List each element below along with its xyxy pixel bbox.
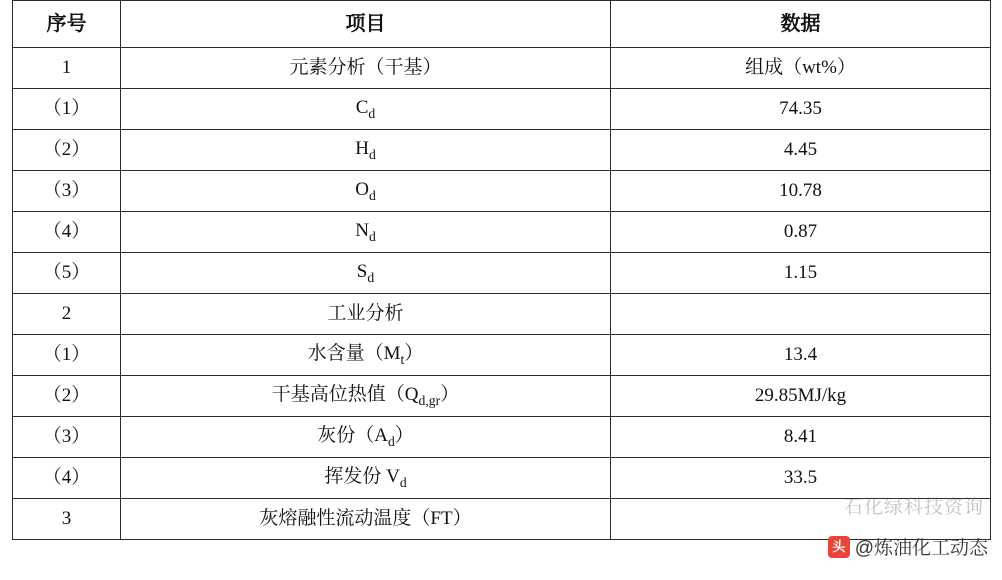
row-no: （4） <box>13 212 121 253</box>
row-item-prefix: 水含量（M <box>307 342 401 364</box>
row-item <box>121 253 611 294</box>
row-item-base: N <box>355 219 369 241</box>
row-no: （5） <box>13 253 121 294</box>
row-item <box>121 417 611 458</box>
row-no: （1） <box>13 89 121 130</box>
row-no: （4） <box>13 458 121 499</box>
row-item-prefix: 挥发份 V <box>324 465 400 487</box>
row-no: 2 <box>13 294 121 335</box>
row-value: 33.5 <box>611 458 991 499</box>
column-header-data: 数据 <box>611 1 991 48</box>
row-item <box>121 335 611 376</box>
row-item-subscript: d <box>368 228 376 244</box>
source-watermark-label: @炼油化工动态 <box>854 538 988 559</box>
row-item-base: O <box>355 178 369 200</box>
row-value: 1.15 <box>611 253 991 294</box>
row-item-base: H <box>355 137 369 159</box>
row-no: （2） <box>13 130 121 171</box>
table-container <box>12 0 990 540</box>
row-value: 4.45 <box>611 130 991 171</box>
row-item-subscript: d <box>387 433 395 449</box>
column-header-no: 序号 <box>13 1 121 48</box>
row-item-subscript: d <box>399 474 407 490</box>
row-no: （3） <box>13 171 121 212</box>
row-item-subscript: d <box>368 187 376 203</box>
row-item-subscript: d <box>367 269 375 285</box>
row-item-base: S <box>356 260 368 282</box>
table-row <box>13 89 991 130</box>
table-row <box>13 417 991 458</box>
row-value: 13.4 <box>611 335 991 376</box>
properties-table <box>12 0 991 540</box>
row-value <box>611 499 991 540</box>
row-value: 74.35 <box>611 89 991 130</box>
faint-watermark: 石化绿科技资询 <box>843 497 984 518</box>
row-item-subscript: d,gr <box>418 392 441 408</box>
row-value: 0.87 <box>611 212 991 253</box>
row-value <box>611 294 991 335</box>
row-item: 灰熔融性流动温度（FT） <box>121 499 611 540</box>
row-item <box>121 130 611 171</box>
row-item <box>121 376 611 417</box>
row-item-subscript: t <box>400 351 405 367</box>
row-item-suffix: ） <box>394 424 414 446</box>
row-item <box>121 171 611 212</box>
row-value: 29.85MJ/kg <box>611 376 991 417</box>
table-row <box>13 48 991 89</box>
table-row <box>13 253 991 294</box>
table-row <box>13 376 991 417</box>
table-row <box>13 294 991 335</box>
row-no: （2） <box>13 376 121 417</box>
table-row <box>13 335 991 376</box>
table-row <box>13 171 991 212</box>
row-item-subscript: d <box>368 105 376 121</box>
table-row <box>13 130 991 171</box>
table-row <box>13 458 991 499</box>
row-item <box>121 89 611 130</box>
row-item: 元素分析（干基） <box>121 48 611 89</box>
row-item-suffix: ） <box>440 383 460 405</box>
table-row <box>13 212 991 253</box>
row-no: 1 <box>13 48 121 89</box>
row-value: 10.78 <box>611 171 991 212</box>
row-item-prefix: 干基高位热值（Q <box>271 383 419 405</box>
row-value: 8.41 <box>611 417 991 458</box>
row-item <box>121 458 611 499</box>
table-header-row <box>13 1 991 48</box>
row-item-base: C <box>355 96 369 118</box>
row-no: （1） <box>13 335 121 376</box>
column-header-item: 项目 <box>121 1 611 48</box>
row-value: 组成（wt%） <box>611 48 991 89</box>
row-no: 3 <box>13 499 121 540</box>
table-row <box>13 499 991 540</box>
toutiao-logo-icon: 头条 <box>828 536 850 558</box>
row-item <box>121 212 611 253</box>
row-item: 工业分析 <box>121 294 611 335</box>
row-item-prefix: 灰份（A <box>317 424 388 446</box>
row-item-subscript: d <box>368 146 376 162</box>
row-item-suffix: ） <box>404 342 424 364</box>
row-no: （3） <box>13 417 121 458</box>
